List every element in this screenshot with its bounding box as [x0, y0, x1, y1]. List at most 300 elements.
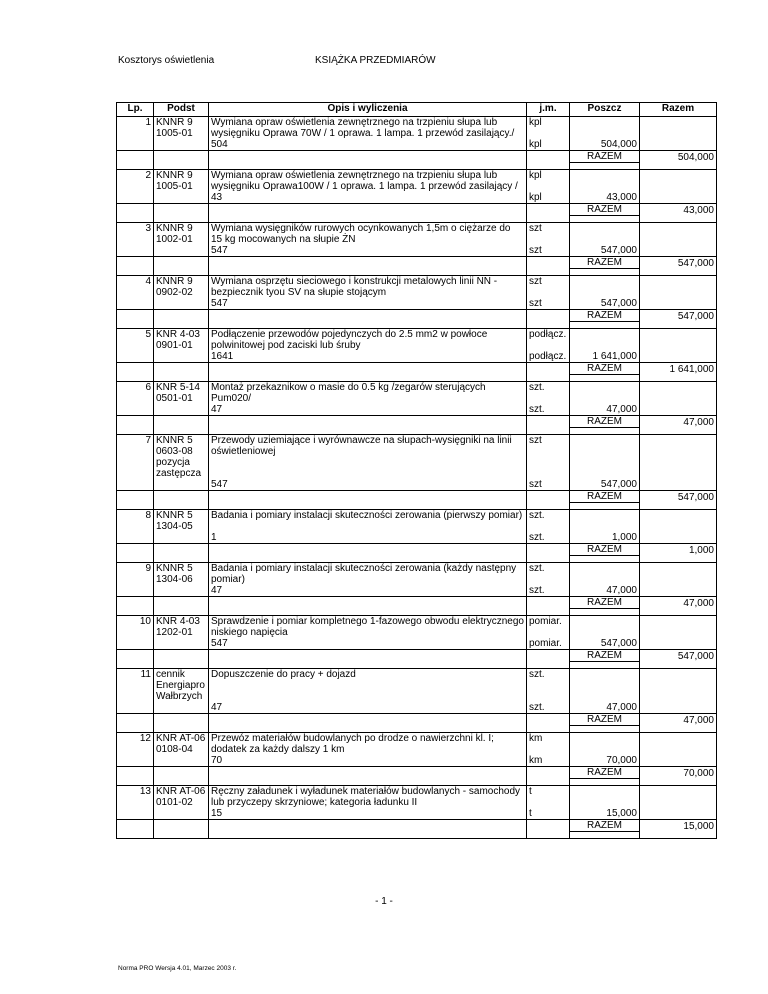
separator-cell	[640, 322, 717, 329]
item-unit: szt.	[527, 669, 570, 703]
item-lp: 1	[117, 117, 154, 140]
item-razem-empty	[640, 223, 717, 246]
item-lp: 12	[117, 733, 154, 756]
item-poszcz-empty	[570, 382, 640, 405]
separator-cell	[154, 609, 209, 616]
item-poszcz-empty	[570, 786, 640, 809]
separator-cell	[527, 216, 570, 223]
separator-cell	[570, 556, 640, 563]
item-description-row	[117, 117, 717, 140]
item-separator-row	[117, 163, 717, 170]
item-separator-row	[117, 779, 717, 786]
measurements-table	[116, 102, 717, 839]
separator-cell	[117, 779, 154, 786]
separator-cell	[209, 503, 527, 510]
separator-cell	[154, 375, 209, 382]
item-calc-unit: szt	[527, 245, 570, 257]
separator-cell	[154, 216, 209, 223]
item-lp-empty	[117, 351, 154, 363]
item-unit: szt	[527, 435, 570, 480]
item-calculation-row	[117, 585, 717, 597]
total-opis-empty	[209, 310, 527, 322]
item-calculation: 47	[209, 585, 527, 597]
item-total-row	[117, 363, 717, 375]
total-label: RAZEM	[570, 416, 640, 428]
separator-cell	[117, 503, 154, 510]
item-podst: KNR 5-14 0501-01	[154, 382, 209, 405]
separator-cell	[209, 428, 527, 435]
total-opis-empty	[209, 257, 527, 269]
separator-cell	[527, 322, 570, 329]
total-jm-empty	[527, 151, 570, 163]
item-calculation: 15	[209, 808, 527, 820]
document-title: Kosztorys oświetlenia	[118, 55, 215, 66]
item-calculation: 47	[209, 702, 527, 714]
item-total-value: 47,000	[640, 416, 717, 428]
separator-cell	[154, 503, 209, 510]
item-separator-row	[117, 726, 717, 733]
total-label: RAZEM	[570, 363, 640, 375]
item-podst-empty	[154, 702, 209, 714]
separator-cell	[154, 556, 209, 563]
item-lp: 5	[117, 329, 154, 352]
total-opis-empty	[209, 416, 527, 428]
total-label: RAZEM	[570, 151, 640, 163]
item-calculation-row	[117, 755, 717, 767]
item-total-row	[117, 151, 717, 163]
item-razem-empty	[640, 404, 717, 416]
item-separator-row	[117, 662, 717, 669]
item-lp-empty	[117, 638, 154, 650]
item-description: Badania i pomiary instalacji skuteczności zerowania (każdy następny pomiar)	[209, 563, 527, 586]
item-total-row	[117, 491, 717, 503]
item-description: Montaż przekaznikow o masie do 0.5 kg /zegarów sterujących Pum020/	[209, 382, 527, 405]
item-podst-empty	[154, 404, 209, 416]
item-lp: 10	[117, 616, 154, 639]
separator-cell	[527, 428, 570, 435]
item-unit: szt	[527, 276, 570, 299]
separator-cell	[640, 163, 717, 170]
separator-cell	[570, 375, 640, 382]
separator-cell	[527, 163, 570, 170]
item-podst-empty	[154, 298, 209, 310]
separator-cell	[570, 216, 640, 223]
separator-cell	[570, 322, 640, 329]
item-separator-row	[117, 375, 717, 382]
item-total-value: 47,000	[640, 597, 717, 609]
total-jm-empty	[527, 416, 570, 428]
item-razem-empty	[640, 755, 717, 767]
item-total-value: 547,000	[640, 310, 717, 322]
table-header-row	[117, 103, 717, 117]
total-lp-empty	[117, 491, 154, 503]
item-podst-empty	[154, 532, 209, 544]
total-jm-empty	[527, 310, 570, 322]
separator-cell	[209, 609, 527, 616]
separator-cell	[154, 662, 209, 669]
separator-cell	[209, 375, 527, 382]
item-unit: szt.	[527, 510, 570, 533]
item-calculation: 547	[209, 479, 527, 491]
item-unit: t	[527, 786, 570, 809]
item-lp-empty	[117, 755, 154, 767]
total-lp-empty	[117, 597, 154, 609]
separator-cell	[154, 163, 209, 170]
item-razem-empty	[640, 435, 717, 480]
separator-cell	[154, 726, 209, 733]
item-description: Dopuszczenie do pracy + dojazd	[209, 669, 527, 703]
total-podst-empty	[154, 820, 209, 832]
item-description-row	[117, 616, 717, 639]
separator-cell	[570, 779, 640, 786]
item-description: Ręczny załadunek i wyładunek materiałów budowlanych - samochody lub przyczepy skrzyniowe; kategoria ładunku II	[209, 786, 527, 809]
item-poszcz-empty	[570, 170, 640, 193]
item-description-row	[117, 223, 717, 246]
separator-cell	[117, 163, 154, 170]
total-lp-empty	[117, 714, 154, 726]
item-calculation: 504	[209, 139, 527, 151]
item-poszcz-value: 547,000	[600, 479, 637, 490]
item-calculation: 43	[209, 192, 527, 204]
item-poszcz-value: 1 641,000	[592, 351, 637, 362]
item-calculation-row	[117, 404, 717, 416]
item-podst: cennik Energiapro Wałbrzych	[154, 669, 209, 703]
item-podst: KNNR 9 1005-01	[154, 170, 209, 193]
item-description-row	[117, 435, 717, 480]
separator-cell	[209, 322, 527, 329]
item-razem-empty	[640, 117, 717, 140]
item-calc-unit: kpl	[527, 139, 570, 151]
item-poszcz-empty	[570, 435, 640, 480]
total-podst-empty	[154, 204, 209, 216]
separator-cell	[527, 832, 570, 839]
item-total-value: 15,000	[640, 820, 717, 832]
item-razem-empty	[640, 669, 717, 703]
total-label: RAZEM	[570, 767, 640, 779]
item-calc-unit: szt	[527, 298, 570, 310]
item-podst: KNR 4-03 0901-01	[154, 329, 209, 352]
separator-cell	[117, 322, 154, 329]
total-podst-empty	[154, 257, 209, 269]
item-razem-empty	[640, 192, 717, 204]
total-lp-empty	[117, 650, 154, 662]
total-podst-empty	[154, 363, 209, 375]
item-lp: 3	[117, 223, 154, 246]
item-total-value: 47,000	[640, 714, 717, 726]
col-header-jm: j.m.	[527, 103, 570, 117]
item-lp: 7	[117, 435, 154, 480]
total-podst-empty	[154, 491, 209, 503]
item-razem-empty	[640, 616, 717, 639]
separator-cell	[527, 662, 570, 669]
item-separator-row	[117, 556, 717, 563]
item-description: Przewóz materiałów budowlanych po drodze o nawierzchni kl. I; dodatek za każdy dalszy 1 km	[209, 733, 527, 756]
col-header-poszcz: Poszcz	[570, 103, 640, 117]
item-calculation: 1	[209, 532, 527, 544]
item-separator-row	[117, 322, 717, 329]
total-opis-empty	[209, 491, 527, 503]
separator-cell	[209, 662, 527, 669]
item-description: Wymiana opraw oświetlenia zewnętrznego na trzpieniu słupa lub wysięgniku Oprawa100W / 1 oprawa. 1 lampa. 1 przewód zasilający /	[209, 170, 527, 193]
total-lp-empty	[117, 767, 154, 779]
total-jm-empty	[527, 650, 570, 662]
item-poszcz-empty	[570, 223, 640, 246]
item-poszcz-empty	[570, 733, 640, 756]
col-header-razem: Razem	[640, 103, 717, 117]
item-poszcz-empty	[570, 117, 640, 140]
item-total-row	[117, 767, 717, 779]
item-podst: KNNR 5 1304-05	[154, 510, 209, 533]
item-poszcz-value: 504,000	[600, 139, 637, 150]
item-description: Przewody uziemiające i wyrównawcze na słupach-wysięgniki na linii oświetleniowej	[209, 435, 527, 480]
item-calculation-row	[117, 351, 717, 363]
item-separator-row	[117, 609, 717, 616]
section-title: KSIĄŻKA PRZEDMIARÓW	[315, 55, 436, 66]
total-opis-empty	[209, 204, 527, 216]
item-razem-empty	[640, 479, 717, 491]
item-calc-unit: szt.	[527, 702, 570, 714]
separator-cell	[640, 832, 717, 839]
item-total-row	[117, 416, 717, 428]
total-jm-empty	[527, 767, 570, 779]
item-podst: KNNR 5 0603-08 pozycja zastępcza	[154, 435, 209, 480]
total-lp-empty	[117, 257, 154, 269]
item-calculation-row	[117, 479, 717, 491]
separator-cell	[640, 269, 717, 276]
item-razem-empty	[640, 170, 717, 193]
item-calculation: 547	[209, 298, 527, 310]
item-calculation-row	[117, 532, 717, 544]
total-label: RAZEM	[570, 491, 640, 503]
item-podst-empty	[154, 638, 209, 650]
separator-cell	[640, 503, 717, 510]
item-calc-unit: szt.	[527, 404, 570, 416]
separator-cell	[640, 556, 717, 563]
separator-cell	[117, 269, 154, 276]
total-jm-empty	[527, 544, 570, 556]
separator-cell	[209, 556, 527, 563]
total-label: RAZEM	[570, 204, 640, 216]
item-total-row	[117, 544, 717, 556]
separator-cell	[154, 269, 209, 276]
item-podst: KNNR 9 0902-02	[154, 276, 209, 299]
item-podst-empty	[154, 585, 209, 597]
total-opis-empty	[209, 767, 527, 779]
item-poszcz-value: 70,000	[606, 755, 637, 766]
item-description-row	[117, 563, 717, 586]
separator-cell	[209, 163, 527, 170]
item-podst-empty	[154, 479, 209, 491]
separator-cell	[209, 779, 527, 786]
total-podst-empty	[154, 650, 209, 662]
item-total-row	[117, 714, 717, 726]
item-unit: pomiar.	[527, 616, 570, 639]
item-podst-empty	[154, 351, 209, 363]
item-podst: KNR AT-06 0108-04	[154, 733, 209, 756]
item-calculation: 547	[209, 245, 527, 257]
total-opis-empty	[209, 820, 527, 832]
item-calc-unit: km	[527, 755, 570, 767]
item-poszcz-empty	[570, 329, 640, 352]
item-podst: KNNR 5 1304-06	[154, 563, 209, 586]
separator-cell	[209, 832, 527, 839]
item-razem-empty	[640, 245, 717, 257]
item-lp: 9	[117, 563, 154, 586]
item-razem-empty	[640, 786, 717, 809]
item-calculation-row	[117, 245, 717, 257]
item-calculation-row	[117, 192, 717, 204]
item-razem-empty	[640, 382, 717, 405]
item-calc-unit: szt	[527, 479, 570, 491]
item-razem-empty	[640, 276, 717, 299]
item-total-value: 547,000	[640, 491, 717, 503]
item-lp-empty	[117, 532, 154, 544]
item-calculation: 547	[209, 638, 527, 650]
item-total-value: 547,000	[640, 257, 717, 269]
item-total-value: 70,000	[640, 767, 717, 779]
item-poszcz-value: 547,000	[600, 298, 637, 309]
item-poszcz-empty	[570, 616, 640, 639]
separator-cell	[570, 726, 640, 733]
item-poszcz-empty	[570, 669, 640, 703]
separator-cell	[640, 216, 717, 223]
total-opis-empty	[209, 597, 527, 609]
separator-cell	[527, 726, 570, 733]
item-poszcz-value: 47,000	[606, 404, 637, 415]
item-calculation: 47	[209, 404, 527, 416]
separator-cell	[527, 503, 570, 510]
total-opis-empty	[209, 544, 527, 556]
item-total-value: 547,000	[640, 650, 717, 662]
software-version: Norma PRO Wersja 4.01, Marzec 2003 r.	[118, 965, 237, 972]
item-total-row	[117, 597, 717, 609]
item-lp: 4	[117, 276, 154, 299]
item-separator-row	[117, 503, 717, 510]
total-lp-empty	[117, 310, 154, 322]
item-poszcz-empty	[570, 276, 640, 299]
item-calculation: 70	[209, 755, 527, 767]
total-label: RAZEM	[570, 714, 640, 726]
total-jm-empty	[527, 204, 570, 216]
item-podst: KNNR 9 1005-01	[154, 117, 209, 140]
separator-cell	[640, 779, 717, 786]
total-podst-empty	[154, 416, 209, 428]
item-unit: szt.	[527, 563, 570, 586]
item-razem-empty	[640, 510, 717, 533]
item-lp-empty	[117, 245, 154, 257]
total-lp-empty	[117, 363, 154, 375]
item-podst-empty	[154, 245, 209, 257]
item-lp-empty	[117, 404, 154, 416]
item-razem-empty	[640, 329, 717, 352]
total-podst-empty	[154, 597, 209, 609]
item-calc-unit: pomiar.	[527, 638, 570, 650]
separator-cell	[154, 322, 209, 329]
total-lp-empty	[117, 416, 154, 428]
separator-cell	[640, 662, 717, 669]
item-description-row	[117, 733, 717, 756]
item-total-value: 1,000	[640, 544, 717, 556]
total-jm-empty	[527, 257, 570, 269]
separator-cell	[117, 556, 154, 563]
item-lp: 11	[117, 669, 154, 703]
item-razem-empty	[640, 638, 717, 650]
item-description-row	[117, 510, 717, 533]
separator-cell	[154, 779, 209, 786]
total-jm-empty	[527, 714, 570, 726]
item-calculation-row	[117, 298, 717, 310]
total-podst-empty	[154, 151, 209, 163]
item-description: Badania i pomiary instalacji skuteczności zerowania (pierwszy pomiar)	[209, 510, 527, 533]
item-calculation-row	[117, 139, 717, 151]
total-opis-empty	[209, 363, 527, 375]
item-podst: KNR AT-06 0101-02	[154, 786, 209, 809]
item-separator-row	[117, 269, 717, 276]
separator-cell	[117, 216, 154, 223]
total-podst-empty	[154, 544, 209, 556]
item-lp-empty	[117, 139, 154, 151]
item-calc-unit: podłącz.	[527, 351, 570, 363]
item-lp: 8	[117, 510, 154, 533]
item-description: Podłączenie przewodów pojedynczych do 2.5 mm2 w powłoce polwinitowej pod zaciski lub śruby	[209, 329, 527, 352]
item-podst: KNNR 9 1002-01	[154, 223, 209, 246]
item-total-row	[117, 257, 717, 269]
item-podst-empty	[154, 755, 209, 767]
item-poszcz-empty	[570, 510, 640, 533]
item-lp-empty	[117, 808, 154, 820]
item-calculation-row	[117, 702, 717, 714]
item-poszcz-value: 547,000	[600, 245, 637, 256]
total-label: RAZEM	[570, 310, 640, 322]
separator-cell	[570, 609, 640, 616]
item-total-row	[117, 310, 717, 322]
item-calculation-row	[117, 638, 717, 650]
item-lp: 2	[117, 170, 154, 193]
item-razem-empty	[640, 139, 717, 151]
total-podst-empty	[154, 714, 209, 726]
item-total-row	[117, 820, 717, 832]
item-razem-empty	[640, 532, 717, 544]
item-total-row	[117, 204, 717, 216]
total-label: RAZEM	[570, 257, 640, 269]
item-poszcz-value: 47,000	[606, 702, 637, 713]
total-podst-empty	[154, 310, 209, 322]
separator-cell	[154, 832, 209, 839]
item-poszcz-empty	[570, 563, 640, 586]
separator-cell	[570, 163, 640, 170]
col-header-podst: Podst	[154, 103, 209, 117]
col-header-opis: Opis i wyliczenia	[209, 103, 527, 117]
item-unit: km	[527, 733, 570, 756]
item-podst-empty	[154, 808, 209, 820]
total-jm-empty	[527, 597, 570, 609]
table-body	[117, 117, 717, 839]
total-opis-empty	[209, 714, 527, 726]
item-poszcz-value: 547,000	[600, 638, 637, 649]
item-razem-empty	[640, 585, 717, 597]
item-razem-empty	[640, 702, 717, 714]
item-poszcz-value: 1,000	[611, 532, 637, 543]
item-description: Wymiana opraw oświetlenia zewnętrznego na trzpieniu słupa lub wysięgniku Oprawa 70W / 1 oprawa. 1 lampa. 1 przewód zasilający./	[209, 117, 527, 140]
separator-cell	[570, 428, 640, 435]
item-poszcz-value: 47,000	[606, 585, 637, 596]
item-calculation: 1641	[209, 351, 527, 363]
item-lp-empty	[117, 479, 154, 491]
item-lp: 6	[117, 382, 154, 405]
separator-cell	[117, 832, 154, 839]
item-description-row	[117, 170, 717, 193]
item-razem-empty	[640, 563, 717, 586]
